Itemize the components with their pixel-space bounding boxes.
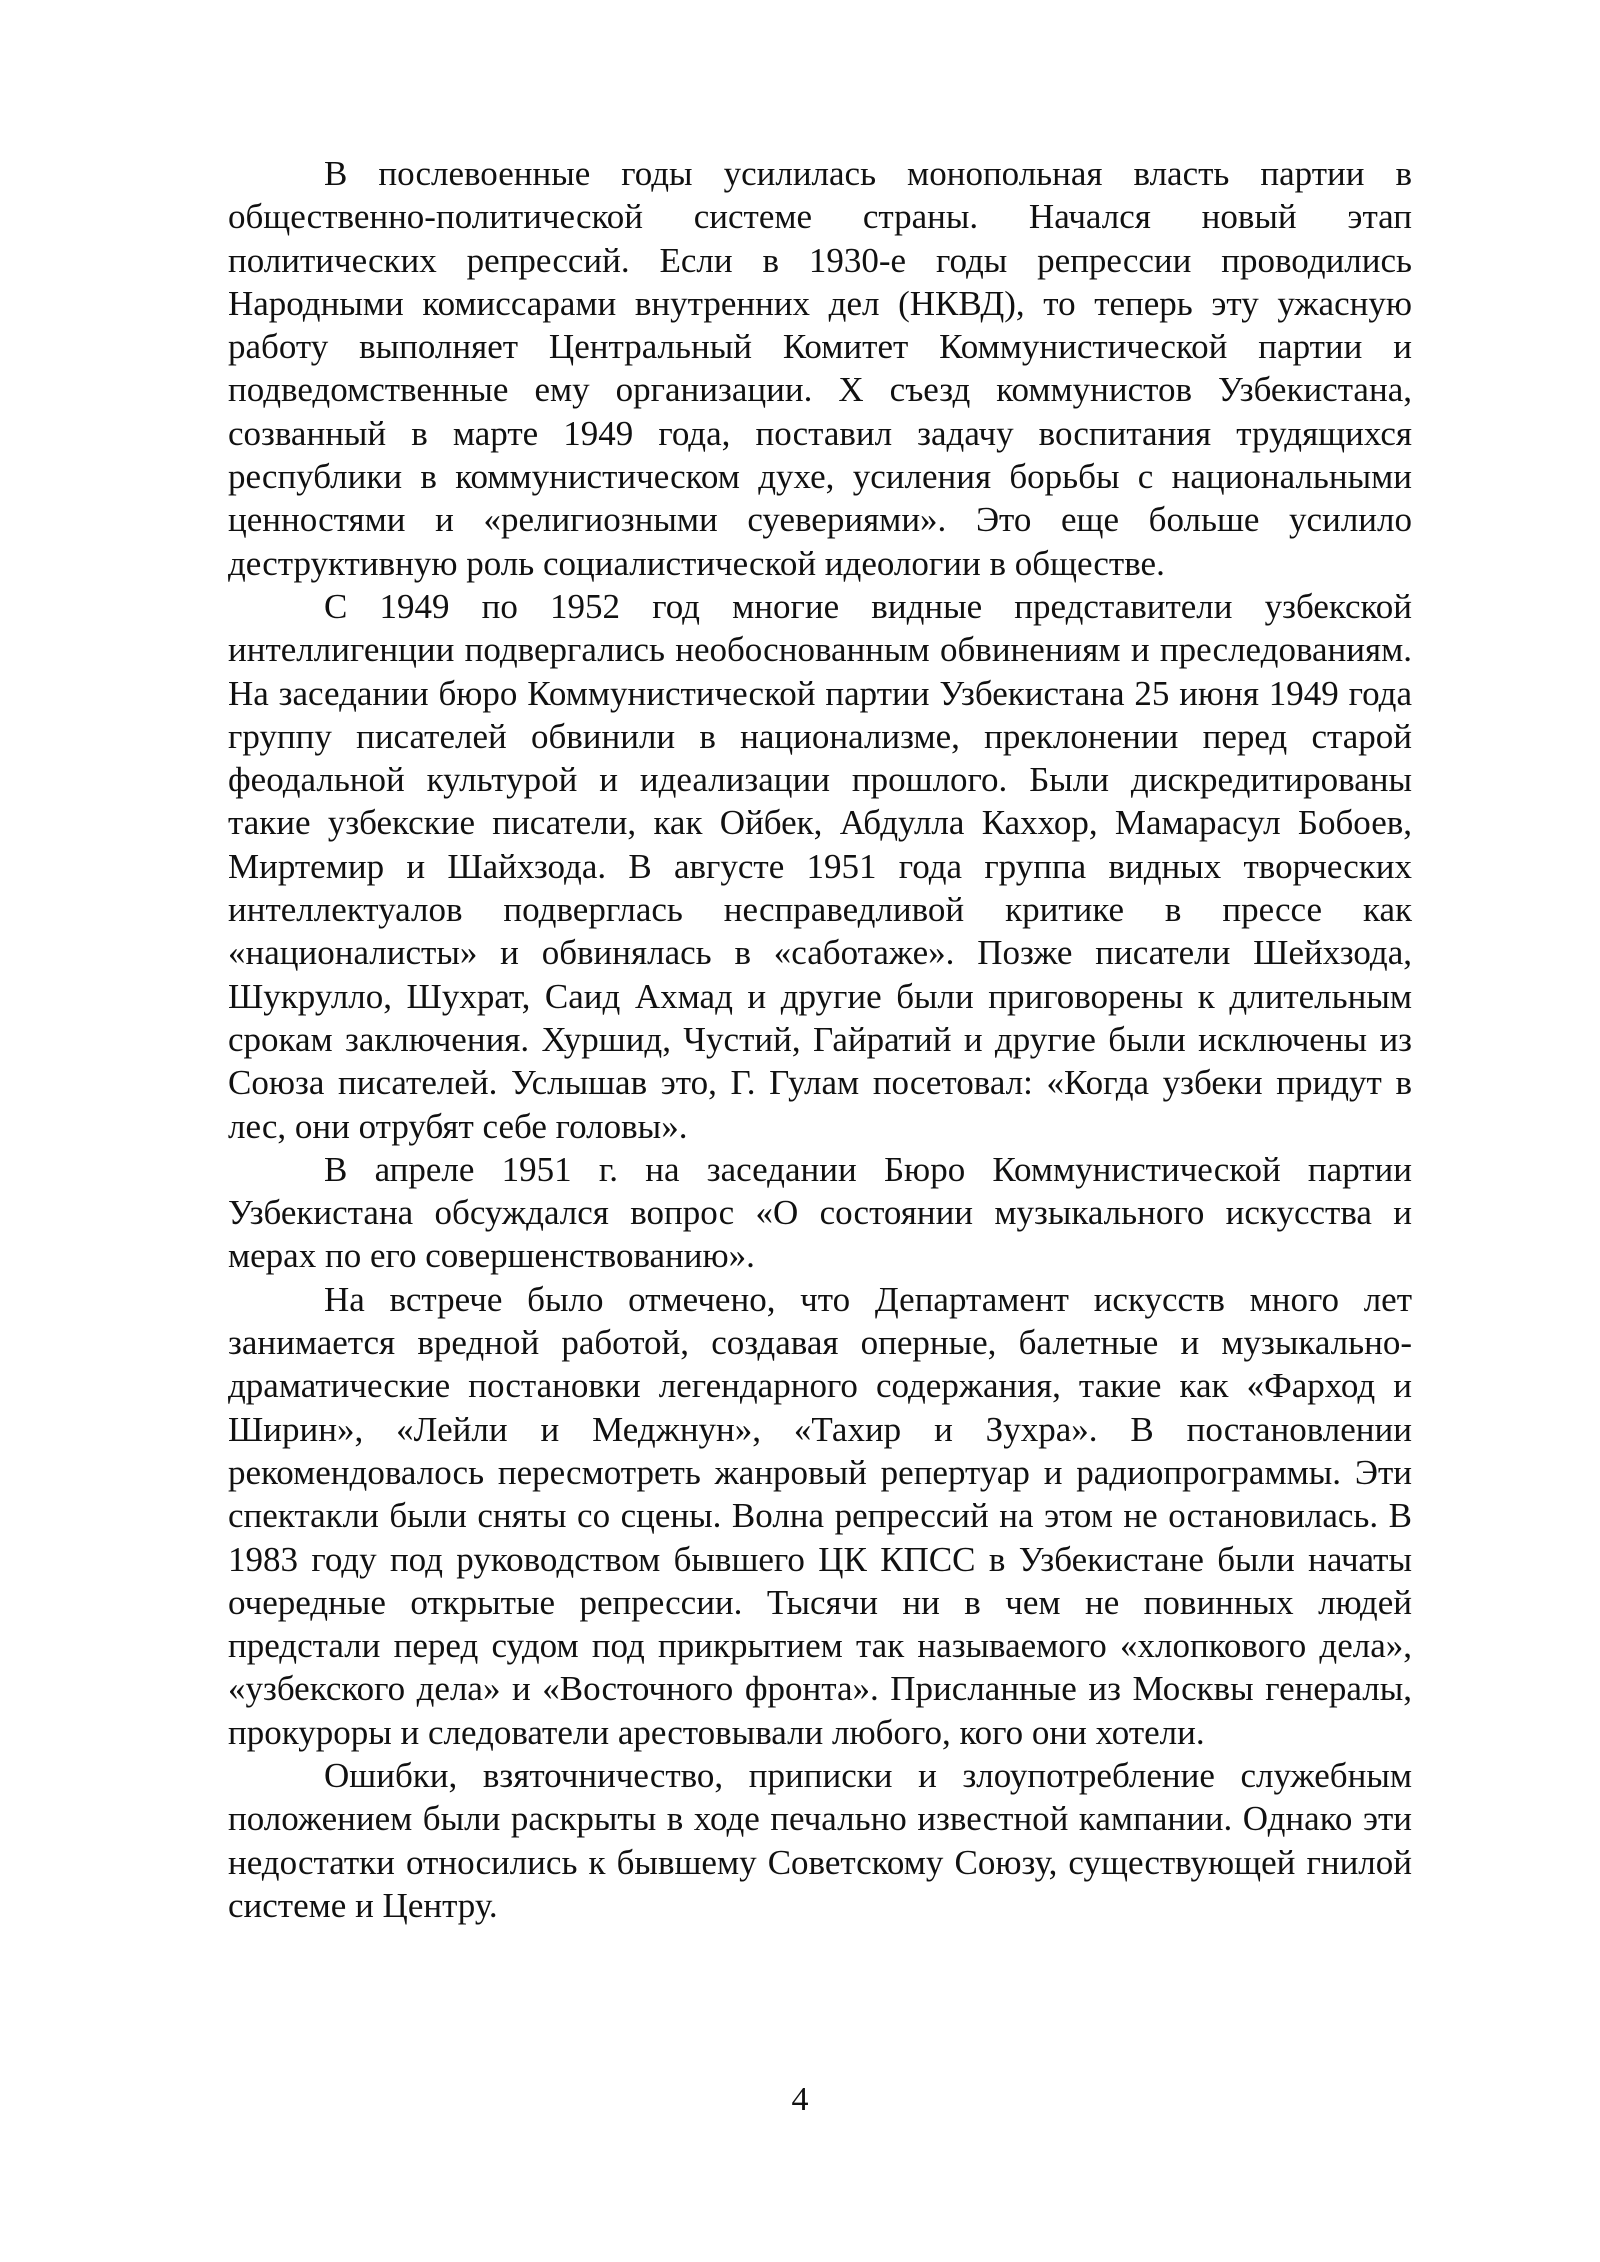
paragraph-2: С 1949 по 1952 год многие видные представители узбекской интеллигенции подвергались необоснованным обвинениям и преследованиям. На заседании бюро Коммунистической партии Узбекистана 25 июня 1949 года группу писателей обвинили в национализме, преклонении перед старой феодальной культурой и идеализации прошлого. Были дискредитированы такие узбекские писатели, как Ойбек, Абдулла Каххор, Мамарасул Бобоев, Миртемир и Шайхзода. В августе 1951 года группа видных творческих интеллектуалов подверглась несправедливой критике в прессе как «националисты» и обвинялась в «саботаже». Позже писатели Шейхзода, Шукрулло, Шухрат, Саид Ахмад и другие были приговорены к длительным срокам заключения. Хуршид, Чустий, Гайратий и другие были исключены из Союза писателей. Услышав это, Г. Гулам посетовал: «Когда узбеки придут в лес, они отрубят себе головы».: [228, 586, 1412, 1146]
document-body: [228, 152, 1412, 1927]
paragraph-3: В апреле 1951 г. на заседании Бюро Коммунистической партии Узбекистана обсуждался вопрос «О состоянии музыкального искусства и мерах по его совершенствованию».: [228, 1149, 1412, 1276]
page-number: 4: [791, 2081, 809, 2118]
paragraph-4: На встрече было отмечено, что Департамент искусств много лет занимается вредной работой, создавая оперные, балетные и музыкально-драматические постановки легендарного содержания, такие как «Фарход и Ширин», «Лейли и Меджнун», «Тахир и Зухра». В постановлении рекомендовалось пересмотреть жанровый репертуар и радиопрограммы. Эти спектакли были сняты со сцены. Волна репрессий на этом не остановилась. В 1983 году под руководством бывшего ЦК КПСС в Узбекистане были начаты очередные открытые репрессии. Тысячи ни в чем не повинных людей предстали перед судом под прикрытием так называемого «хлопкового дела», «узбекского дела» и «Восточного фронта». Присланные из Москвы генералы, прокуроры и следователи арестовывали любого, кого они хотели.: [228, 1279, 1412, 1752]
paragraph-5: Ошибки, взяточничество, приписки и злоупотребление служебным положением были раскрыты в ходе печально известной кампании. Однако эти недостатки относились к бывшему Советскому Союзу, существующей гнилой системе и Центру.: [228, 1755, 1412, 1925]
paragraph-1: В послевоенные годы усилилась монопольная власть партии в общественно-политической системе страны. Начался новый этап политических репрессий. Если в 1930-е годы репрессии проводились Народными комиссарами внутренних дел (НКВД), то теперь эту ужасную работу выполняет Центральный Комитет Коммунистической партии и подведомственные ему организации. X съезд коммунистов Узбекистана, созванный в марте 1949 года, поставил задачу воспитания трудящихся республики в коммунистическом духе, усиления борьбы с национальными ценностями и «религиозными суевериями». Это еще больше усилило деструктивную роль социалистической идеологии в обществе.: [228, 154, 1412, 583]
